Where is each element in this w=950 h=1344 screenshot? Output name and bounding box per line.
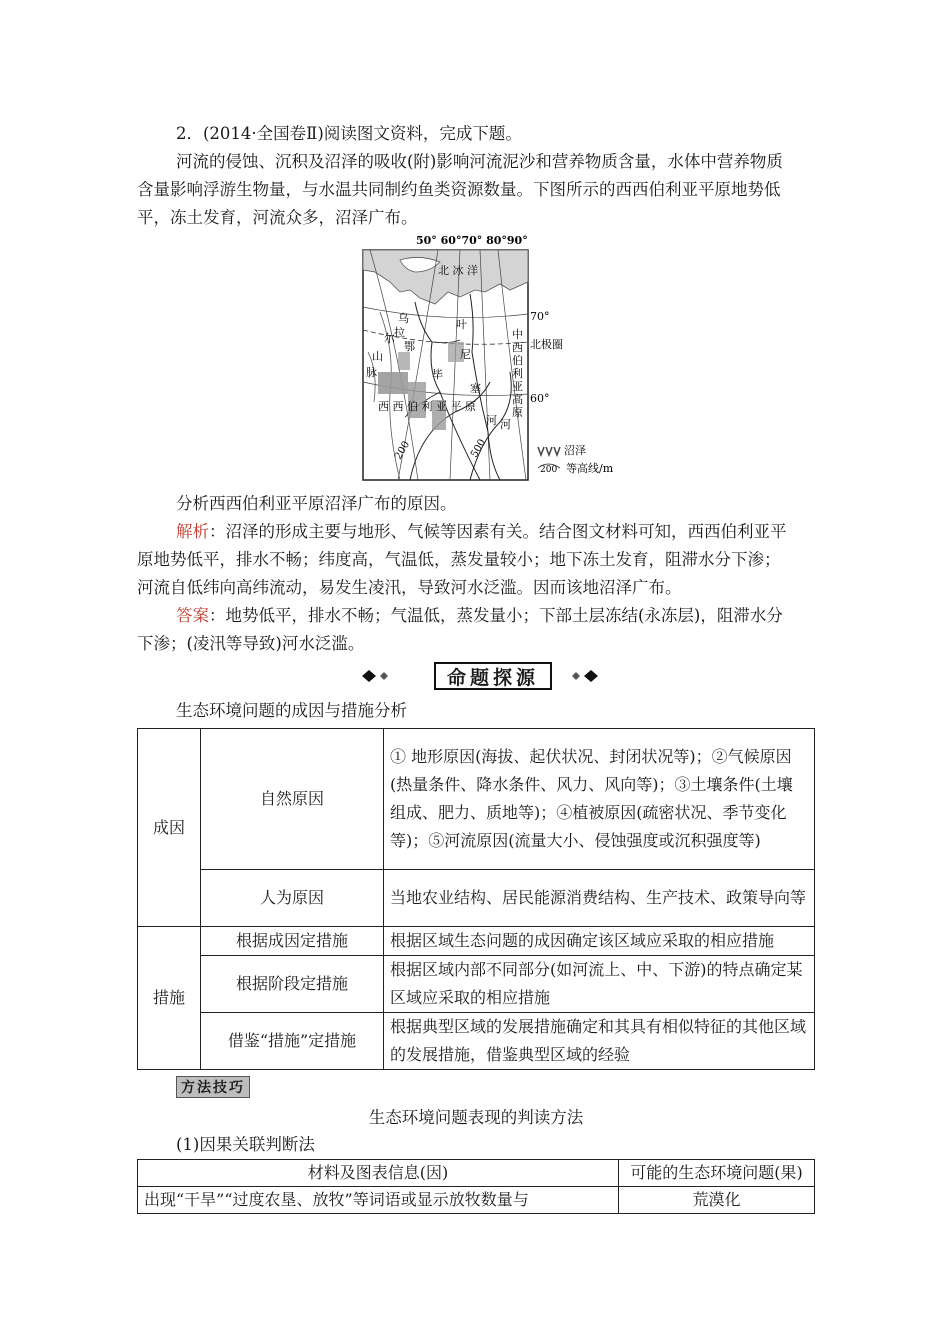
map-yenisei-char: 尼 [460,348,471,361]
map-ural-char: 尔 [384,332,395,345]
question-paragraph-line: 含量影响浮游生物量，与水温共同制约鱼类资源数量。下图所示的西西伯利亚平原地势低 [137,180,781,199]
table-row [138,1187,815,1214]
answer-text: ：地势低平，排水不畅；气温低，蒸发量小；下部土层冻结(永冻层)，阻滞水分 [209,606,783,625]
table-cell: 出现“干旱”“过度农垦、放牧”等词语或显示放牧数量与 [138,1187,619,1214]
table-row [138,1013,815,1070]
table-cell: 成因 [138,729,201,927]
question-paragraph-line: 平，冻土发育，河流众多，沼泽广布。 [137,208,418,227]
table-cell: 借鉴“措施”定措施 [201,1013,384,1070]
question-line: 2．(2014·全国卷Ⅱ)阅读图文资料，完成下题。 [176,124,522,143]
map-ob-char: 毕 [432,368,443,381]
table-cell: 自然原因 [201,729,384,870]
table-row [138,927,815,956]
table-cell: 根据区域内部不同部分(如河流上、中、下游)的特点确定某区域应采取的相应措施 [384,956,815,1013]
causal-judgment-table [137,1159,815,1214]
answer-line: 下渗；(凌汛等导致)河水泛滥。 [137,634,365,653]
map-yenisei-char: 河 [500,418,511,431]
map-plateau-char: 高 [512,393,523,406]
map-ural-char: 脉 [366,366,377,379]
answer-label: 答案 [176,606,209,625]
map-plateau-char: 利 [512,367,523,380]
legend-contour-label: 等高线/m [566,462,614,475]
section-banner: 命题探源 [434,662,552,690]
method-tag: 方法技巧 [176,1076,250,1098]
map-ob-char: 鄂 [404,340,415,353]
map-plateau-char: 中 [512,328,523,341]
method-title: 生态环境问题表现的判读方法 [368,1108,584,1127]
map-contour-label: 200 [393,439,413,462]
map-ural-char: 拉 [394,326,405,339]
map-longitude-labels: 50° 60°70° 80°90° [416,234,528,247]
table-cell: 措施 [138,927,201,1070]
map-lat70-label: 70° [530,310,550,323]
map-lat60-label: 60° [530,392,550,405]
cause-measure-table [137,728,815,1070]
table-row [138,729,815,870]
analysis-label: 解析 [176,522,209,541]
map-river-label: 河 [486,414,497,427]
map-plateau-char: 亚 [512,380,523,393]
table-cell: 根据成因定措施 [201,927,384,956]
map-arctic-label: 北极圈 [530,338,563,351]
question-prompt: 分析西西伯利亚平原沼泽广布的原因。 [176,494,457,513]
table-cell: 根据典型区域的发展措施确定和其具有相似特征的其他区域的发展措施，借鉴典型区域的经验 [384,1013,815,1070]
table-cell: 根据区域生态问题的成因确定该区域应采取的相应措施 [384,927,815,956]
question-paragraph-line: 河流的侵蚀、沉积及沼泽的吸收(附)影响河流泥沙和营养物质含量，水体中营养物质 [176,152,783,171]
analysis-line [176,518,787,546]
legend-swamp-label: 沼泽 [564,444,586,457]
analysis-text: ：沼泽的形成主要与地形、气候等因素有关。结合图文材料可知，西西伯利亚平 [209,522,787,541]
section-title: 生态环境问题的成因与措施分析 [176,701,407,720]
swamp-legend-icon [538,447,560,455]
table-cell: 人为原因 [201,870,384,927]
west-siberian-plain-map [360,232,622,482]
table-header: 材料及图表信息(因) [138,1160,619,1187]
table-cell: 根据阶段定措施 [201,956,384,1013]
table-row [138,956,815,1013]
table-cell: ① 地形原因(海拔、起伏状况、封闭状况等)；②气候原因(热量条件、降水条件、风力、风向等)；③土壤条件(土壤组成、肥力、质地等)；④植被原因(疏密状况、季节变化等)；⑤河流原因(流量大小、侵蚀强度或沉积强度等) [384,729,815,870]
map-yenisei-char: 塞 [470,382,481,395]
map-plain-label: 西 西 伯 利 亚 平 原 [378,400,476,413]
analysis-line: 原地势低平，排水不畅；纬度高，气温低，蒸发量较小；地下冻土发育，阻滞水分下渗； [137,550,781,569]
table-row [138,870,815,927]
map-ural-char: 山 [372,350,383,363]
legend-contour-value: 200 [540,465,558,475]
map-contour-label: 500 [469,437,489,460]
method-subtitle: (1)因果关联判断法 [176,1135,315,1154]
map-plateau-char: 伯 [512,354,523,367]
map-yenisei-char: 叶 [456,318,467,331]
table-cell: 当地农业结构、居民能源消费结构、生产技术、政策导向等 [384,870,815,927]
map-plateau-char: 原 [512,406,523,419]
map-plateau-char: 西 [512,341,523,354]
analysis-line: 河流自低纬向高纬流动，易发生凌汛，导致河水泛滥。因而该地沼泽广布。 [137,578,682,597]
map-ural-char: 乌 [398,312,409,325]
table-cell: 荒漠化 [619,1187,815,1214]
table-header: 可能的生态环境问题(果) [619,1160,815,1187]
table-row [138,1160,815,1187]
map-ocean-label: 北 冰 洋 [438,264,478,277]
answer-line [176,602,783,630]
